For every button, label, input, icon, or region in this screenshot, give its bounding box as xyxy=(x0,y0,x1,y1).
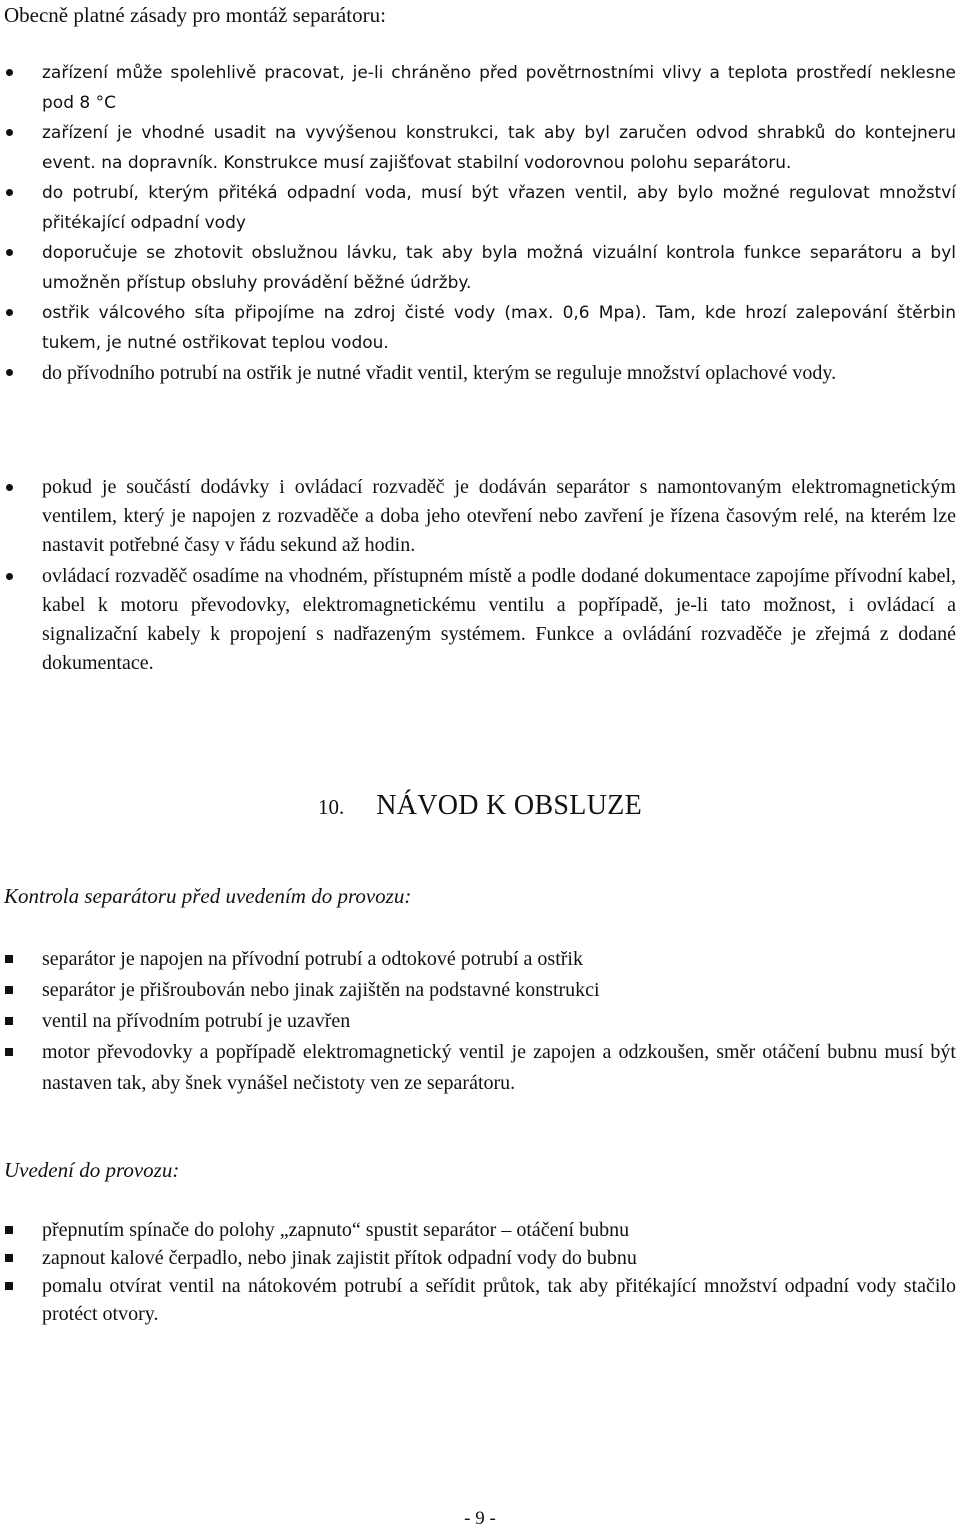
list-item: ventil na přívodním potrubí je uzavřen xyxy=(0,1006,960,1037)
section-number: 10. xyxy=(317,795,345,819)
list-item: doporučuje se zhotovit obslužnou lávku, tak aby byla možná vizuální kontrola funkce separátoru a byl umožněn přístup obsluhy provádění běžné údržby. xyxy=(0,238,960,298)
list-item: přepnutím spínače do polohy „zapnuto“ spustit separátor – otáčení bubnu xyxy=(0,1216,960,1244)
startup-list xyxy=(0,1216,960,1328)
check-list xyxy=(0,944,960,1099)
mounting-rules-list xyxy=(0,58,960,388)
list-item: zapnout kalové čerpadlo, nebo jinak zajistit přítok odpadní vody do bubnu xyxy=(0,1244,960,1272)
list-item: pokud je součástí dodávky i ovládací rozvaděč je dodáván separátor s namontovaným elektromagnetickým ventilem, který je napojen z rozvaděče a doba jeho otevření nebo zavření je řízena časovým relé, na kterém lze nastavit potřebné časy v řádu sekund až hodin. xyxy=(0,473,960,560)
section-title-text: NÁVOD K OBSLUZE xyxy=(376,790,643,821)
page-number: - 9 - xyxy=(464,1508,496,1529)
intro-heading: Obecně platné zásady pro montáž separátoru: xyxy=(4,3,386,27)
list-item: do přívodního potrubí na ostřik je nutné vřadit ventil, kterým se reguluje množství oplachové vody. xyxy=(0,358,960,388)
list-item: motor převodovky a popřípadě elektromagnetický ventil je zapojen a odzkoušen, směr otáčení bubnu musí být nastaven tak, aby šnek vynášel nečistoty ven ze separátoru. xyxy=(0,1037,960,1099)
subheading-startup: Uvedení do provozu: xyxy=(4,1158,180,1182)
section-title xyxy=(0,790,960,822)
subheading-check: Kontrola separátoru před uvedením do provozu: xyxy=(4,884,412,908)
list-item: zařízení může spolehlivě pracovat, je-li chráněno před povětrnostními vlivy a teplota prostředí neklesne pod 8 °C xyxy=(0,58,960,118)
list-item: zařízení je vhodné usadit na vyvýšenou konstrukci, tak aby byl zaručen odvod shrabků do kontejneru event. na dopravník. Konstrukce musí zajišťovat stabilní vodorovnou polohu separátoru. xyxy=(0,118,960,178)
list-item: ovládací rozvaděč osadíme na vhodném, přístupném místě a podle dodané dokumentace zapojíme přívodní kabel, kabel k motoru převodovky, elektromagnetickému ventilu a popřípadě, je-li tato možnost, i ovládací a signalizační kabely k propojení s nadřazeným systémem. Funkce a ovládání rozvaděče je zřejmá z dodané dokumentace. xyxy=(0,562,960,678)
list-item: ostřik válcového síta připojíme na zdroj čisté vody (max. 0,6 Mpa). Tam, kde hrozí zalepování štěrbin tukem, je nutné ostřikovat teplou vodou. xyxy=(0,298,960,358)
control-panel-list xyxy=(0,473,960,680)
list-item: pomalu otvírat ventil na nátokovém potrubí a seřídit průtok, tak aby přitékající množství odpadní vody stačilo protéct otvory. xyxy=(0,1272,960,1328)
list-item: separátor je přišroubován nebo jinak zajištěn na podstavné konstrukci xyxy=(0,975,960,1006)
list-item: separátor je napojen na přívodní potrubí a odtokové potrubí a ostřik xyxy=(0,944,960,975)
list-item: do potrubí, kterým přitéká odpadní voda, musí být vřazen ventil, aby bylo možné regulovat množství přitékající odpadní vody xyxy=(0,178,960,238)
